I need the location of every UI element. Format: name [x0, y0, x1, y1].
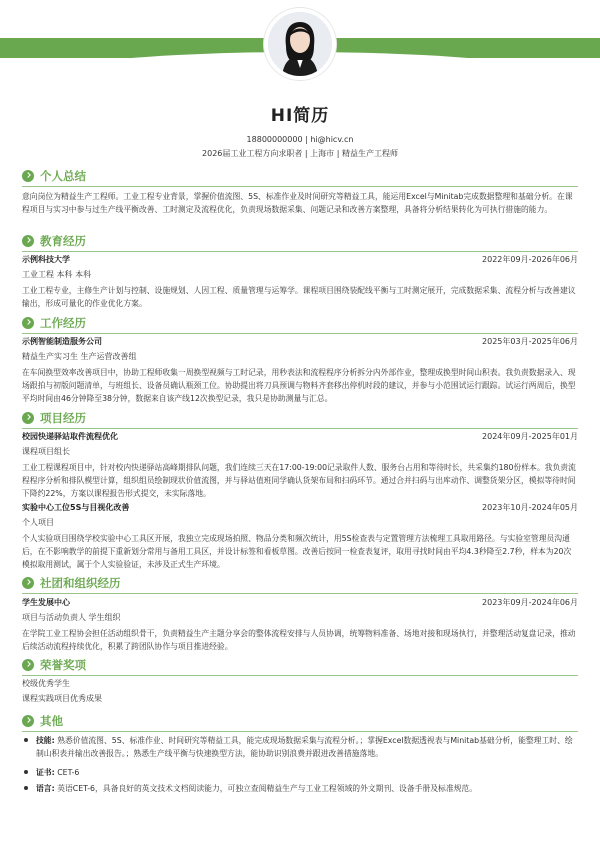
work-date: 2025年03月-2025年06月: [482, 337, 578, 346]
section-chevron-icon: [22, 235, 34, 247]
separator: |: [304, 149, 308, 158]
company-name: 示例智能制造服务公司: [22, 337, 102, 346]
section-others: [22, 713, 578, 729]
resume-name: HI简历: [270, 106, 330, 126]
section-divider: [22, 731, 578, 732]
others-text: CET-6: [57, 768, 80, 777]
bullet-dot-icon: [24, 770, 28, 774]
target-line: [0, 148, 600, 160]
job-target: 2026届工业工程方向求职者: [202, 149, 303, 158]
section-title: 教育经历: [40, 234, 86, 248]
bullet-dot-icon: [24, 786, 28, 790]
project-name: 实验中心工位5S与目视化改善: [22, 503, 130, 512]
honor-item: 校级优秀学生: [22, 679, 70, 688]
avatar: [264, 8, 336, 80]
section-title: 荣誉奖项: [40, 658, 86, 672]
section-chevron-icon: [22, 170, 34, 182]
target-position: 精益生产工程师: [341, 149, 398, 158]
work-role: 精益生产实习生 生产运营改善组: [22, 352, 137, 361]
summary-text: 意向岗位为精益生产工程师。工业工程专业背景，掌握价值流图、5S、标准作业及时间研究等精益工具，能运用Excel与Minitab完成数据整理和基础分析。在课程项目与实习中参与过生产线平衡改善、工时测定及流程优化，负责现场数据采集、问题记录和改善方案整理，具备将分析结果转化为可执行措施的能力。: [22, 192, 573, 214]
section-title: 项目经历: [40, 411, 86, 425]
section-honors: [22, 657, 578, 673]
bullet-dot-icon: [24, 738, 28, 742]
project-role: 个人项目: [22, 518, 54, 527]
project-text: 个人实验项目围绕学校实验中心工具区开展，我独立完成现场拍照、物品分类和频次统计，用5S检查表与定置管理方法梳理工具取用路径。与实验室管理员沟通后，在不影响教学的前提下重新划分常用与备用工具区，并设计标签和看板草图。改善后按同一检查表复评，取用寻找时间由平均4.3秒降至2.7秒，样本为20次模拟取用测试，属于个人实验验证，未涉及正式生产环境。: [22, 534, 572, 569]
project-date: 2024年09月-2025年01月: [482, 432, 578, 441]
section-chevron-icon: [22, 659, 34, 671]
section-title: 个人总结: [40, 169, 86, 183]
section-title: 工作经历: [40, 316, 86, 330]
others-text: 熟悉价值流图、5S、标准作业、时间研究等精益工具，能完成现场数据采集与流程分析。；掌握Excel数据透视表与Minitab基础分析，能整理工时、绘制山积表并输出改善报告。；熟悉生产线平衡与快速换型方法，能协助识别浪费并跟进改善措施落地。: [36, 736, 573, 758]
section-title: 社团和组织经历: [40, 576, 121, 590]
education-text: 工业工程专业，主修生产计划与控制、设施规划、人因工程、质量管理与运筹学。课程项目围绕装配线平衡与工时测定展开，完成数据采集、流程分析与改善建议输出，形成可量化的作业优化方案。: [22, 286, 576, 308]
section-title: 其他: [40, 714, 63, 728]
education-major: 工业工程 本科 本科: [22, 270, 92, 279]
others-key: 语言:: [36, 784, 55, 793]
section-divider: [22, 675, 578, 676]
honor-item: 课程实践项目优秀成果: [22, 694, 102, 703]
project-role: 课程项目组长: [22, 447, 70, 456]
section-chevron-icon: [22, 715, 34, 727]
section-divider: [22, 251, 578, 252]
section-education: [22, 233, 578, 249]
section-chevron-icon: [22, 412, 34, 424]
project-text: 工业工程课程项目中，针对校内快递驿站高峰期排队问题，我们连续三天在17:00-19:00记录取件人数、服务台占用和等待时长，共采集约180份样本。我负责流程程序分析和排队模型计算，组织组员绘制现状价值流图，并与驿站值班同学确认货架布局和扫码环节。通过合并扫码与出库动作、调整货架分区，模拟等待时间下降约22%，方案以课程报告形式提交，未实际落地。: [22, 463, 576, 498]
separator: |: [336, 149, 340, 158]
project-name: 校园快递驿站取件流程优化: [22, 432, 118, 441]
campus-date: 2023年09月-2024年06月: [482, 598, 578, 607]
project-date: 2023年10月-2024年05月: [482, 503, 578, 512]
campus-text: 在学院工业工程协会担任活动组织骨干，负责精益生产主题分享会的整体流程安排与人员协调，统筹物料准备、场地对接和现场执行，并整理活动复盘记录，推动后续活动流程持续优化，积累了跨团队协作与项目推进经验。: [22, 629, 576, 651]
campus-role: 项目与活动负责人 学生组织: [22, 613, 121, 622]
section-divider: [22, 333, 578, 334]
section-chevron-icon: [22, 317, 34, 329]
section-divider: [22, 428, 578, 429]
section-chevron-icon: [22, 577, 34, 589]
school-name: 示例科技大学: [22, 255, 70, 264]
others-key: 技能:: [36, 736, 55, 745]
section-work: [22, 315, 578, 331]
email: hi@hicv.cn: [310, 135, 354, 144]
section-divider: [22, 593, 578, 594]
others-key: 证书:: [36, 768, 55, 777]
section-summary: [22, 168, 578, 184]
org-name: 学生发展中心: [22, 598, 70, 607]
separator: |: [305, 135, 308, 144]
education-date: 2022年09月-2026年06月: [482, 255, 578, 264]
section-divider: [22, 186, 578, 187]
contact-line: [0, 134, 600, 146]
phone: 18800000000: [246, 135, 303, 144]
section-campus: [22, 575, 578, 591]
avatar-portrait-icon: [268, 12, 332, 76]
others-text: 英语CET-6，具备良好的英文技术文档阅读能力，可独立查阅精益生产与工业工程领域的外文期刊、设备手册及标准规范。: [57, 784, 478, 793]
city: 上海市: [310, 149, 335, 158]
section-projects: [22, 410, 578, 426]
work-text: 在车间换型效率改善项目中，协助工程师收集一周换型视频与工时记录，用秒表法和流程程序分析拆分内外部作业，整理成换型时间山积表。我负责数据录入、现场跟拍与初版问题清单，与班组长、设备员确认瓶颈工位。协助提出将刀具预调与物料齐套移出停机时段的建议，并参与小范围试运行跟踪。试运行两周后，换型平均时间由46分钟降至38分钟，数据来自该产线12次换型记录，我只是协助测量与汇总。: [22, 368, 576, 403]
